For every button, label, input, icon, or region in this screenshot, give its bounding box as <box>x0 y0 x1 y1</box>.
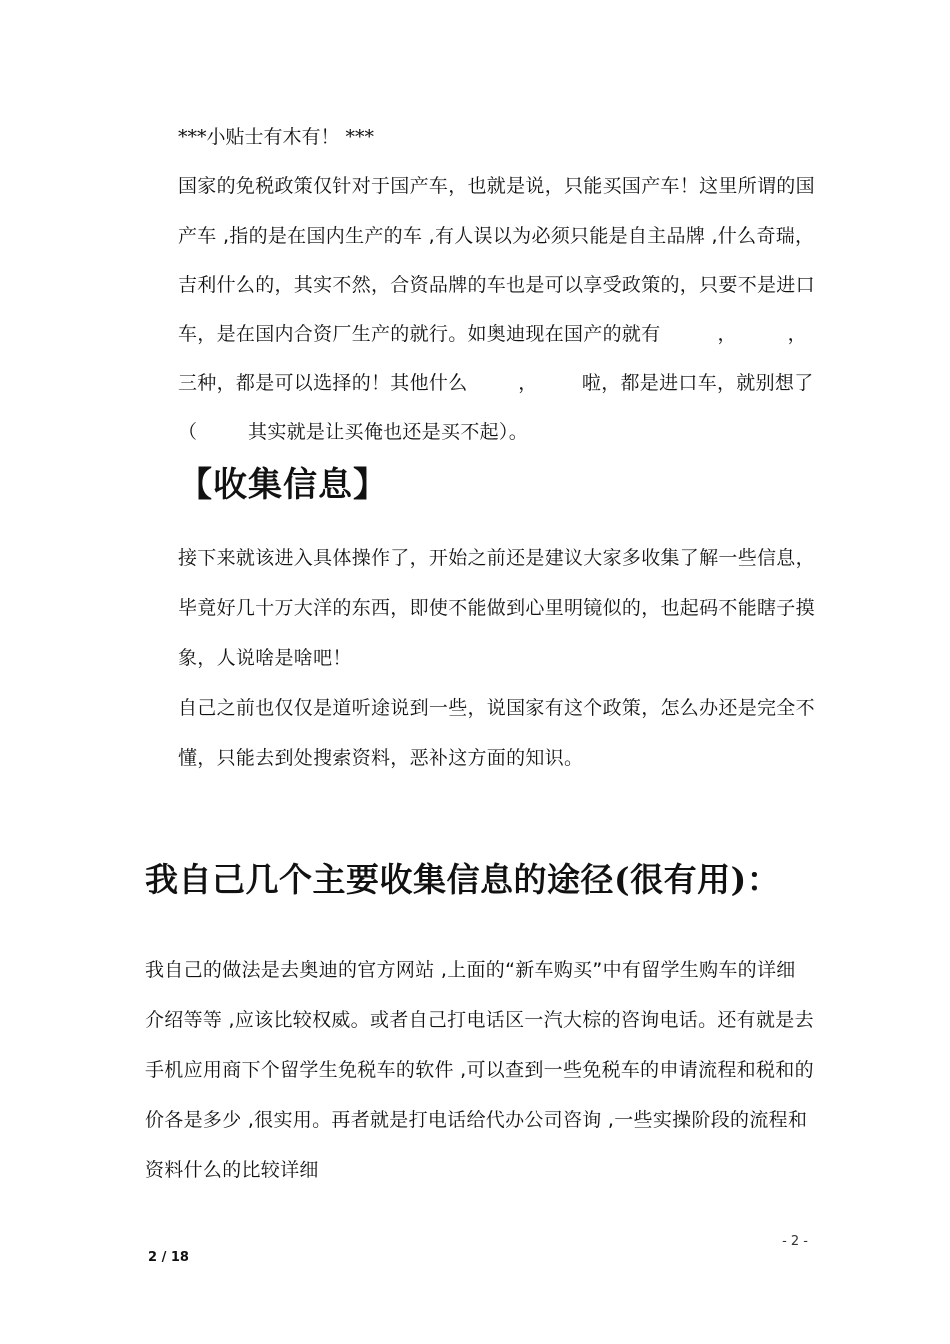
page-number-footer: - 2 - <box>782 1234 808 1249</box>
tip-heading: ***小贴士有木有！ *** <box>178 126 375 148</box>
section-heading-info-channels: 我自己几个主要收集信息的途径(很有用)： <box>145 860 781 899</box>
paragraph2-line-4: 自己之前也仅仅是道听途说到一些，说国家有这个政策，怎么办还是完全不 <box>178 697 815 719</box>
paragraph1-line-4: 车，是在国内合资厂生产的就行。如奥迪现在国产的就有 ， ， <box>178 323 807 345</box>
page-count-footer: 2 / 18 <box>148 1250 189 1265</box>
paragraph3-line-5: 资料什么的比较详细 <box>145 1159 319 1181</box>
paragraph1-line-1: 国家的免税政策仅针对于国产车，也就是说，只能买国产车！这里所谓的国 <box>178 175 815 197</box>
paragraph1-line-5: 三种，都是可以选择的！其他什么 ， 啦，都是进口车，就别想了 <box>178 372 814 394</box>
paragraph2-line-3: 象，人说啥是啥吧！ <box>178 647 352 669</box>
paragraph3-line-1: 我自己的做法是去奥迪的官方网站 ,上面的“新车购买”中有留学生购车的详细 <box>145 959 796 981</box>
paragraph2-line-5: 懂，只能去到处搜索资料，恶补这方面的知识。 <box>178 747 584 769</box>
paragraph3-line-3: 手机应用商下个留学生免税车的软件 ,可以查到一些免税车的申请流程和税和的 <box>145 1059 814 1081</box>
paragraph3-line-2: 介绍等等 ,应该比较权威。或者自己打电话区一汽大棕的咨询电话。还有就是去 <box>145 1009 814 1031</box>
paragraph2-line-2: 毕竟好几十万大洋的东西，即使不能做到心里明镜似的，也起码不能瞎子摸 <box>178 597 815 619</box>
paragraph1-line-3: 吉利什么的，其实不然，合资品牌的车也是可以享受政策的，只要不是进口 <box>178 274 815 296</box>
paragraph1-line-6: （ 其实就是让买俺也还是买不起）。 <box>178 421 529 443</box>
paragraph1-line-2: 产车 ,指的是在国内生产的车 ,有人误以为必须只能是自主品牌 ,什么奇瑞， <box>178 225 815 247</box>
section-heading-collect-info: 【收集信息】 <box>178 465 388 505</box>
paragraph2-line-1: 接下来就该进入具体操作了，开始之前还是建议大家多收集了解一些信息， <box>178 547 815 569</box>
paragraph3-line-4: 价各是多少 ,很实用。再者就是打电话给代办公司咨询 ,一些实操阶段的流程和 <box>145 1109 808 1131</box>
